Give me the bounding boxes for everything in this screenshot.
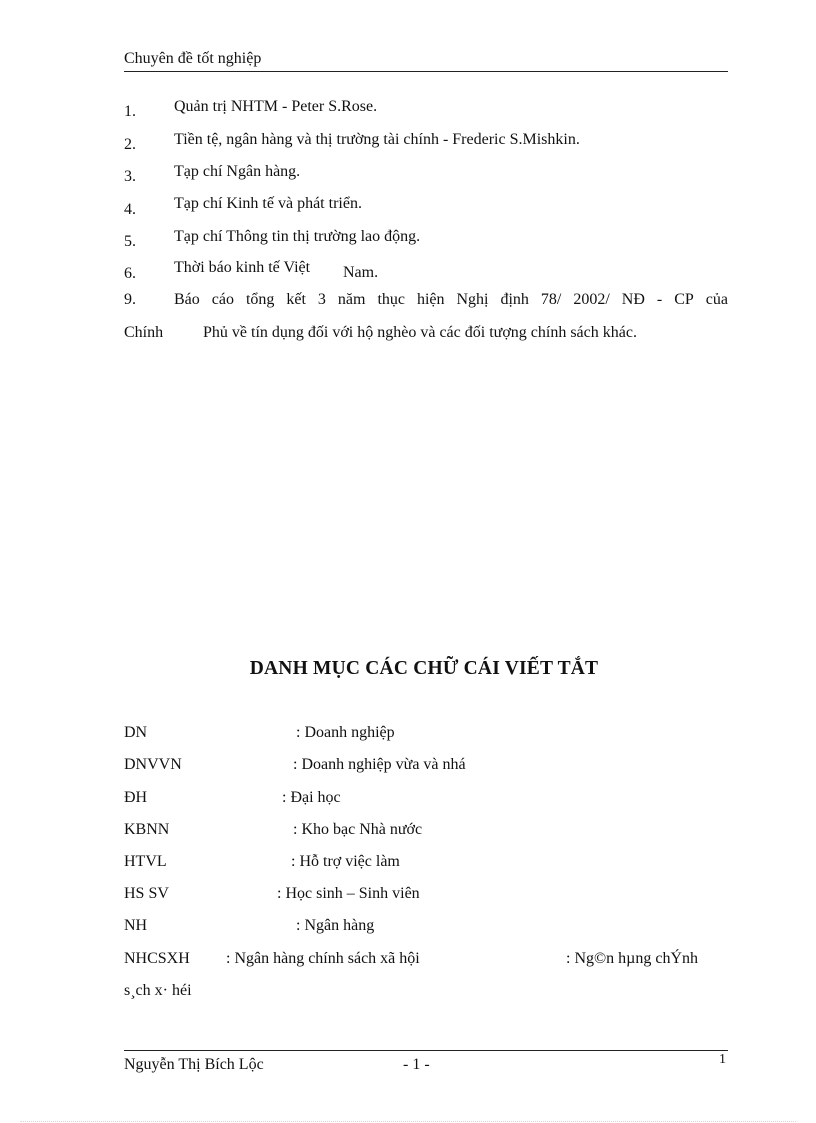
reference-text: Quản trị NHTM - Peter S.Rose. — [174, 98, 378, 115]
justified-word: - — [656, 291, 663, 308]
justified-word: 78/ — [540, 291, 562, 308]
footer-rule — [124, 1050, 728, 1051]
abbreviation-code: HTVL — [124, 853, 167, 870]
abbreviation-definition-garbled-continued: s¸ch x· héi — [124, 982, 192, 999]
abbreviation-definition: : Doanh nghiệp vừa và nhá — [293, 756, 466, 773]
reference-text: Tạp chí Ngân hàng. — [174, 163, 301, 180]
reference-number: 2. — [124, 136, 136, 153]
justified-word: Báo — [174, 291, 200, 308]
justified-word: CP — [674, 291, 694, 308]
justified-word: năm — [337, 291, 366, 308]
abbreviation-code: DN — [124, 724, 148, 741]
reference-text: Thời báo kinh tế Việt — [174, 259, 311, 276]
footer-page-number: 1 — [719, 1052, 726, 1067]
reference-text: Tiền tệ, ngân hàng và thị trường tài chính - Frederic S.Mishkin. — [174, 131, 580, 148]
abbreviation-definition: : Đại học — [282, 789, 341, 806]
justified-word: 2002/ — [573, 291, 610, 308]
justified-word: cáo — [211, 291, 234, 308]
footer-author: Nguyễn Thị Bích Lộc — [124, 1056, 264, 1073]
abbreviation-definition: : Doanh nghiệp — [296, 724, 395, 741]
reference-number: 5. — [124, 233, 136, 250]
abbreviation-definition: : Ngân hàng chính sách xã hội — [226, 950, 420, 967]
justified-word: Nghị — [456, 291, 489, 308]
justified-word: của — [705, 291, 728, 308]
abbreviation-code: NHCSXH — [124, 950, 190, 967]
abbreviation-code: KBNN — [124, 821, 170, 838]
reference-text: Tạp chí Thông tin thị trường lao động. — [174, 228, 421, 245]
reference-text-tail: Nam. — [343, 264, 379, 281]
page-bottom-divider — [20, 1121, 796, 1122]
justified-word: hiện — [416, 291, 445, 308]
abbreviation-code: NH — [124, 917, 148, 934]
header-title: Chuyên đề tốt nghiệp — [124, 50, 262, 67]
abbreviation-code: HS SV — [124, 885, 169, 902]
reference-number: 9. — [124, 291, 136, 308]
abbreviation-code: ĐH — [124, 789, 148, 806]
section-title: DANH MỤC CÁC CHỮ CÁI VIẾT TẮT — [249, 658, 599, 679]
justified-word: tổng — [245, 291, 275, 308]
reference-number: 3. — [124, 168, 136, 185]
abbreviation-definition: : Kho bạc Nhà nước — [293, 821, 423, 838]
justified-word: thục — [377, 291, 405, 308]
justified-word: 3 — [317, 291, 326, 308]
justified-word: định — [500, 291, 529, 308]
reference-text-continued: Phủ về tín dụng đối với hộ nghèo và các đối tượng chính sách khác. — [203, 324, 637, 341]
reference-number: 1. — [124, 103, 136, 120]
header-rule — [124, 71, 728, 72]
reference-number: 6. — [124, 265, 136, 282]
footer-page-label: - 1 - — [403, 1056, 430, 1073]
abbreviation-definition-garbled: : Ng©n hµng chÝnh — [566, 950, 699, 967]
abbreviation-definition: : Ngân hàng — [296, 917, 375, 934]
justified-word: NĐ — [621, 291, 645, 308]
reference-text: Tạp chí Kinh tế và phát triển. — [174, 195, 362, 212]
reference-number: 4. — [124, 201, 136, 218]
justified-word: kết — [286, 291, 306, 308]
reference-text-justified — [174, 291, 728, 309]
reference-text-continued-first: Chính — [124, 324, 164, 341]
abbreviation-code: DNVVN — [124, 756, 182, 773]
abbreviation-definition: : Học sinh – Sinh viên — [277, 885, 420, 902]
abbreviation-definition: : Hỗ trợ việc làm — [291, 853, 400, 870]
